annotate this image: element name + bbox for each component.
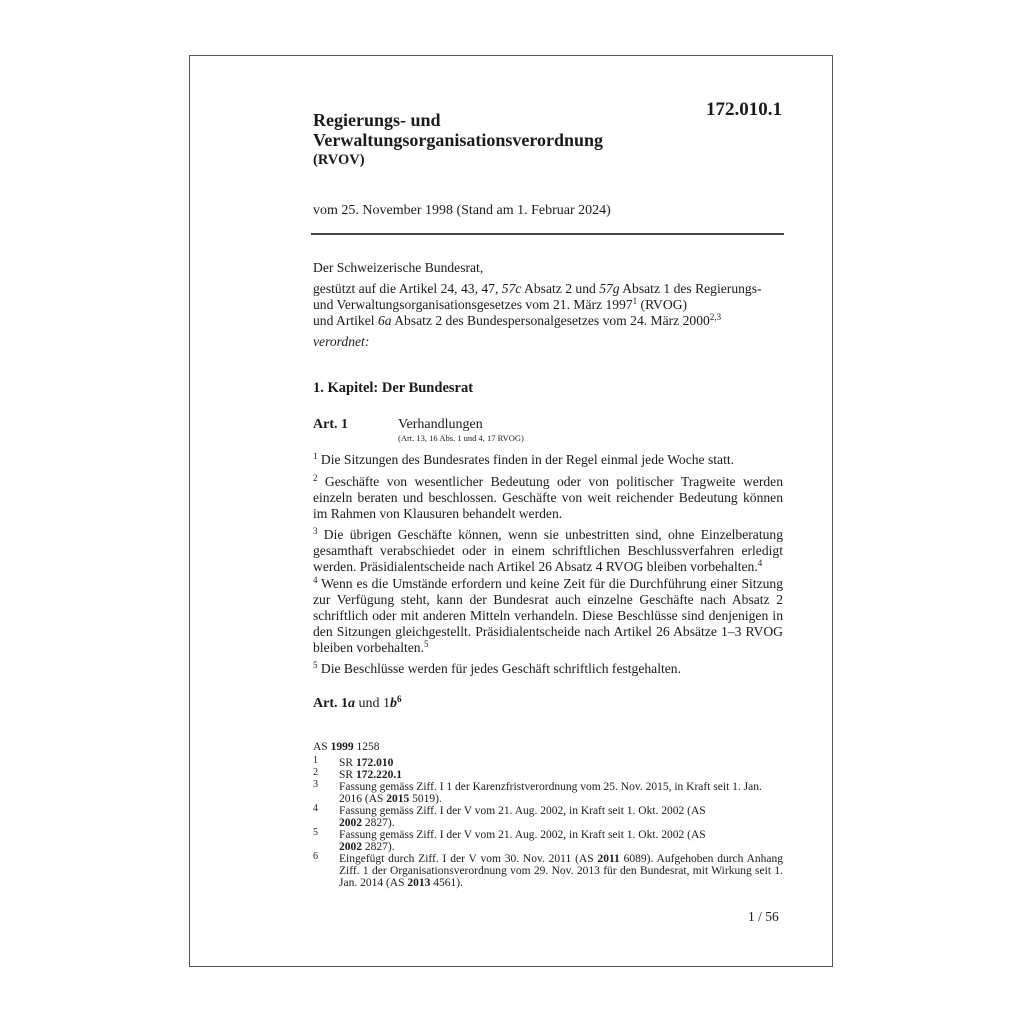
- title-line-1: Regierungs- und: [313, 110, 441, 130]
- article-1a-1b-heading: Art. 1a und $1b^6$: [313, 694, 402, 711]
- footnote-ref[interactable]: 5: [423, 639, 429, 649]
- preamble-verb: verordnet:: [313, 334, 370, 349]
- footnote-ref[interactable]: 6: [397, 694, 402, 704]
- preamble-issuer: Der Schweizerische Bundesrat,: [313, 260, 484, 275]
- article-paragraph: $^3$ Die übrigen Geschäfte können, wenn sie unbestritten sind, ohne Einzelberatung gesamthaft verabschiedet oder in einem schriftlichen Beschlussverfahren erledigt werden. Präsidialentscheide nach Artikel 26 Absatz 4 RVOG bleiben vorbehalten.$^4$: [313, 526, 783, 574]
- footnote-number: 1: [313, 755, 318, 766]
- title-line-2: Verwaltungsorganisationsverordnung: [313, 130, 604, 150]
- footnote-text: Fassung gemäss Ziff. I der V vom 21. Aug. 2002, in Kraft seit 1. Okt. 2002 (AS 2002 2827).: [339, 829, 706, 853]
- title-divider: [311, 233, 784, 235]
- footnote-text: Eingefügt durch Ziff. I der V vom 30. Nov. 2011 (AS 2011 6089). Aufgehoben durch Anhang Ziff. 1 der Organisationsverordnung vom 29. Nov. 2013 für den Bundesrat, mit Wirkung seit 1. Jan. 2014 (AS 2013 4561).: [339, 853, 783, 889]
- article-paragraph: $^5$ Die Beschlüsse werden für jedes Geschäft schriftlich festgehalten.: [313, 660, 682, 676]
- article-title: Verhandlungen: [398, 417, 483, 432]
- document-abbreviation: (RVOV): [313, 152, 365, 168]
- article-reference: (Art. 13, 16 Abs. 1 und 4, 17 RVOG): [398, 433, 524, 443]
- preamble-basis: gestützt auf die Artikel 24, 43, 47, 57c Absatz 2 und 57g Absatz 1 des Regierungs- und Verwaltungsorganisationsgesetzes vom 21. März 1997$^1$ (RVOG) und Artikel 6a Absatz 2 des Bundespersonalgesetzes vom 24. März 2000$^{2,3}$: [313, 281, 762, 328]
- footnote-ref[interactable]: 2,3: [709, 312, 722, 322]
- footnote-text: SR 172.010: [339, 757, 394, 769]
- footnote-ref[interactable]: 1: [632, 296, 638, 306]
- chapter-heading: 1. Kapitel: Der Bundesrat: [313, 380, 474, 396]
- footnote-number: 6: [313, 851, 318, 862]
- article-paragraph: $^4$ Wenn es die Umstände erfordern und keine Zeit für die Durchführung einer Sitzung zur Verfügung steht, kann der Bundesrat auch einzelne Geschäfte nach Absatz 2 schriftlich oder mit anderen Mitteln verhandeln. Diese Beschlüsse sind denjenigen in den Sitzungen gleichgestellt. Präsidialentscheide nach Artikel 26 Absätze 1–3 RVOG bleiben vorbehalten.$^5$: [313, 575, 783, 655]
- article-paragraph: $^2$ Geschäfte von wesentlicher Bedeutung oder von politischer Tragweite werden einzeln beraten und beschlossen. Geschäfte von weit reichender Bedeutung können im Rahmen von Klausuren behandelt werden.: [313, 473, 783, 521]
- article-label: Art. 1: [313, 417, 348, 432]
- footnote-number: 3: [313, 779, 318, 790]
- footnote-number: 5: [313, 827, 318, 838]
- footnote-text: Fassung gemäss Ziff. I der V vom 21. Aug. 2002, in Kraft seit 1. Okt. 2002 (AS 2002 2827).: [339, 805, 706, 829]
- footnote-text: SR 172.220.1: [339, 769, 402, 781]
- footnote-ref[interactable]: 4: [757, 558, 763, 568]
- footnote-number: 4: [313, 803, 318, 814]
- footnote-text: Fassung gemäss Ziff. I 1 der Karenzfristverordnung vom 25. Nov. 2015, in Kraft seit 1. Jan. 2016 (AS 2015 5019).: [339, 781, 762, 805]
- document-date: vom 25. November 1998 (Stand am 1. Februar 2024): [313, 203, 611, 218]
- footnote-number: 2: [313, 767, 318, 778]
- page-number: 1 / 56: [748, 909, 779, 924]
- article-paragraph: $^1$ Die Sitzungen des Bundesrates finden in der Regel einmal jede Woche statt.: [313, 451, 735, 467]
- document-title: [313, 110, 603, 150]
- sr-number: 172.010.1: [706, 99, 782, 120]
- as-reference: AS 1999 1258: [313, 741, 380, 753]
